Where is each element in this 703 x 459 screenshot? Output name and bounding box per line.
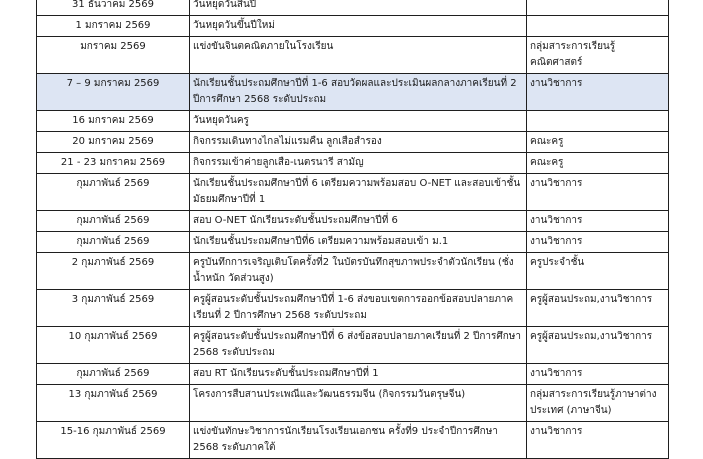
responsible-cell: งานวิชาการ: [527, 74, 669, 111]
responsible-cell: [527, 111, 669, 132]
date-cell: 20 มกราคม 2569: [37, 132, 190, 153]
date-cell: 10 กุมภาพันธ์ 2569: [37, 327, 190, 364]
date-cell: 13 กุมภาพันธ์ 2569: [37, 385, 190, 422]
table-row: [37, 0, 669, 16]
activity-cell: วันหยุดวันขึ้นปีใหม่: [190, 16, 527, 37]
responsible-cell: [527, 16, 669, 37]
date-cell: 21 - 23 มกราคม 2569: [37, 153, 190, 174]
responsible-cell: งานวิชาการ: [527, 422, 669, 459]
date-cell: 31 ธันวาคม 2569: [37, 0, 190, 16]
table-row: [37, 232, 669, 253]
date-cell: 3 กุมภาพันธ์ 2569: [37, 290, 190, 327]
table-row: [37, 290, 669, 327]
responsible-cell: งานวิชาการ: [527, 174, 669, 211]
table-row: [37, 111, 669, 132]
table-row: [37, 132, 669, 153]
activity-cell: โครงการสืบสานประเพณีและวัฒนธรรมจีน (กิจกรรมวันตรุษจีน): [190, 385, 527, 422]
activity-cell: นักเรียนชั้นประถมศึกษาปีที่ 1-6 สอบวัดผลและประเมินผลกลางภาคเรียนที่ 2 ปีการศึกษา 2568 ระดับประถม: [190, 74, 527, 111]
table-row: [37, 327, 669, 364]
calendar-table-body: [37, 0, 669, 459]
date-cell: 2 กุมภาพันธ์ 2569: [37, 253, 190, 290]
activity-cell: สอบ RT นักเรียนระดับชั้นประถมศึกษาปีที่ 1: [190, 364, 527, 385]
table-row: [37, 211, 669, 232]
table-row: [37, 253, 669, 290]
table-row: [37, 74, 669, 111]
date-cell: 16 มกราคม 2569: [37, 111, 190, 132]
table-row: [37, 174, 669, 211]
activity-cell: กิจกรรมเข้าค่ายลูกเสือ-เนตรนารี สามัญ: [190, 153, 527, 174]
date-cell: กุมภาพันธ์ 2569: [37, 232, 190, 253]
table-row: [37, 37, 669, 74]
date-cell: 15-16 กุมภาพันธ์ 2569: [37, 422, 190, 459]
activity-cell: ครูผู้สอนระดับชั้นประถมศึกษาปีที่ 6 ส่งข้อสอบปลายภาคเรียนที่ 2 ปีการศึกษา 2568 ระดับประถม: [190, 327, 527, 364]
responsible-cell: คณะครู: [527, 153, 669, 174]
activity-cell: วันหยุดวันสิ้นปี: [190, 0, 527, 16]
activity-cell: สอบ O-NET นักเรียนระดับชั้นประถมศึกษาปีที่ 6: [190, 211, 527, 232]
responsible-cell: ครูผู้สอนประถม,งานวิชาการ: [527, 290, 669, 327]
activity-cell: นักเรียนชั้นประถมศึกษาปีที่6 เตรียมความพร้อมสอบเข้า ม.1: [190, 232, 527, 253]
date-cell: กุมภาพันธ์ 2569: [37, 364, 190, 385]
date-cell: 7 – 9 มกราคม 2569: [37, 74, 190, 111]
table-row: [37, 153, 669, 174]
table-row: [37, 385, 669, 422]
date-cell: มกราคม 2569: [37, 37, 190, 74]
date-cell: 1 มกราคม 2569: [37, 16, 190, 37]
responsible-cell: งานวิชาการ: [527, 232, 669, 253]
activity-cell: กิจกรรมเดินทางไกลไม่แรมคืน ลูกเสือสำรอง: [190, 132, 527, 153]
activity-calendar-table: [36, 0, 669, 459]
date-cell: กุมภาพันธ์ 2569: [37, 211, 190, 232]
activity-cell: วันหยุดวันครู: [190, 111, 527, 132]
responsible-cell: ครูประจำชั้น: [527, 253, 669, 290]
table-row: [37, 364, 669, 385]
responsible-cell: [527, 0, 669, 16]
activity-cell: ครูผู้สอนระดับชั้นประถมศึกษาปีที่ 1-6 ส่งขอบเขตการออกข้อสอบปลายภาคเรียนที่ 2 ปีการศึกษา 2568 ระดับประถม: [190, 290, 527, 327]
activity-cell: แข่งขันทักษะวิชาการนักเรียนโรงเรียนเอกชน ครั้งที่9 ประจำปีการศึกษา 2568 ระดับภาคใต้: [190, 422, 527, 459]
table-row: [37, 16, 669, 37]
table-row: [37, 422, 669, 459]
responsible-cell: กลุ่มสาระการเรียนรู้คณิตศาสตร์: [527, 37, 669, 74]
responsible-cell: ครูผู้สอนประถม,งานวิชาการ: [527, 327, 669, 364]
responsible-cell: งานวิชาการ: [527, 211, 669, 232]
responsible-cell: กลุ่มสาระการเรียนรู้ภาษาต่างประเทศ (ภาษาจีน): [527, 385, 669, 422]
date-cell: กุมภาพันธ์ 2569: [37, 174, 190, 211]
activity-cell: ครูบันทึกการเจริญเติบโตครั้งที่2 ในบัตรบันทึกสุขภาพประจำตัวนักเรียน (ชั่งน้ำหนัก วัดส่วนสูง): [190, 253, 527, 290]
activity-cell: นักเรียนชั้นประถมศึกษาปีที่ 6 เตรียมความพร้อมสอบ O-NET และสอบเข้าชั้นมัธยมศึกษาปีที่ 1: [190, 174, 527, 211]
activity-cell: แข่งขันจินตคณิตภายในโรงเรียน: [190, 37, 527, 74]
responsible-cell: งานวิชาการ: [527, 364, 669, 385]
responsible-cell: คณะครู: [527, 132, 669, 153]
